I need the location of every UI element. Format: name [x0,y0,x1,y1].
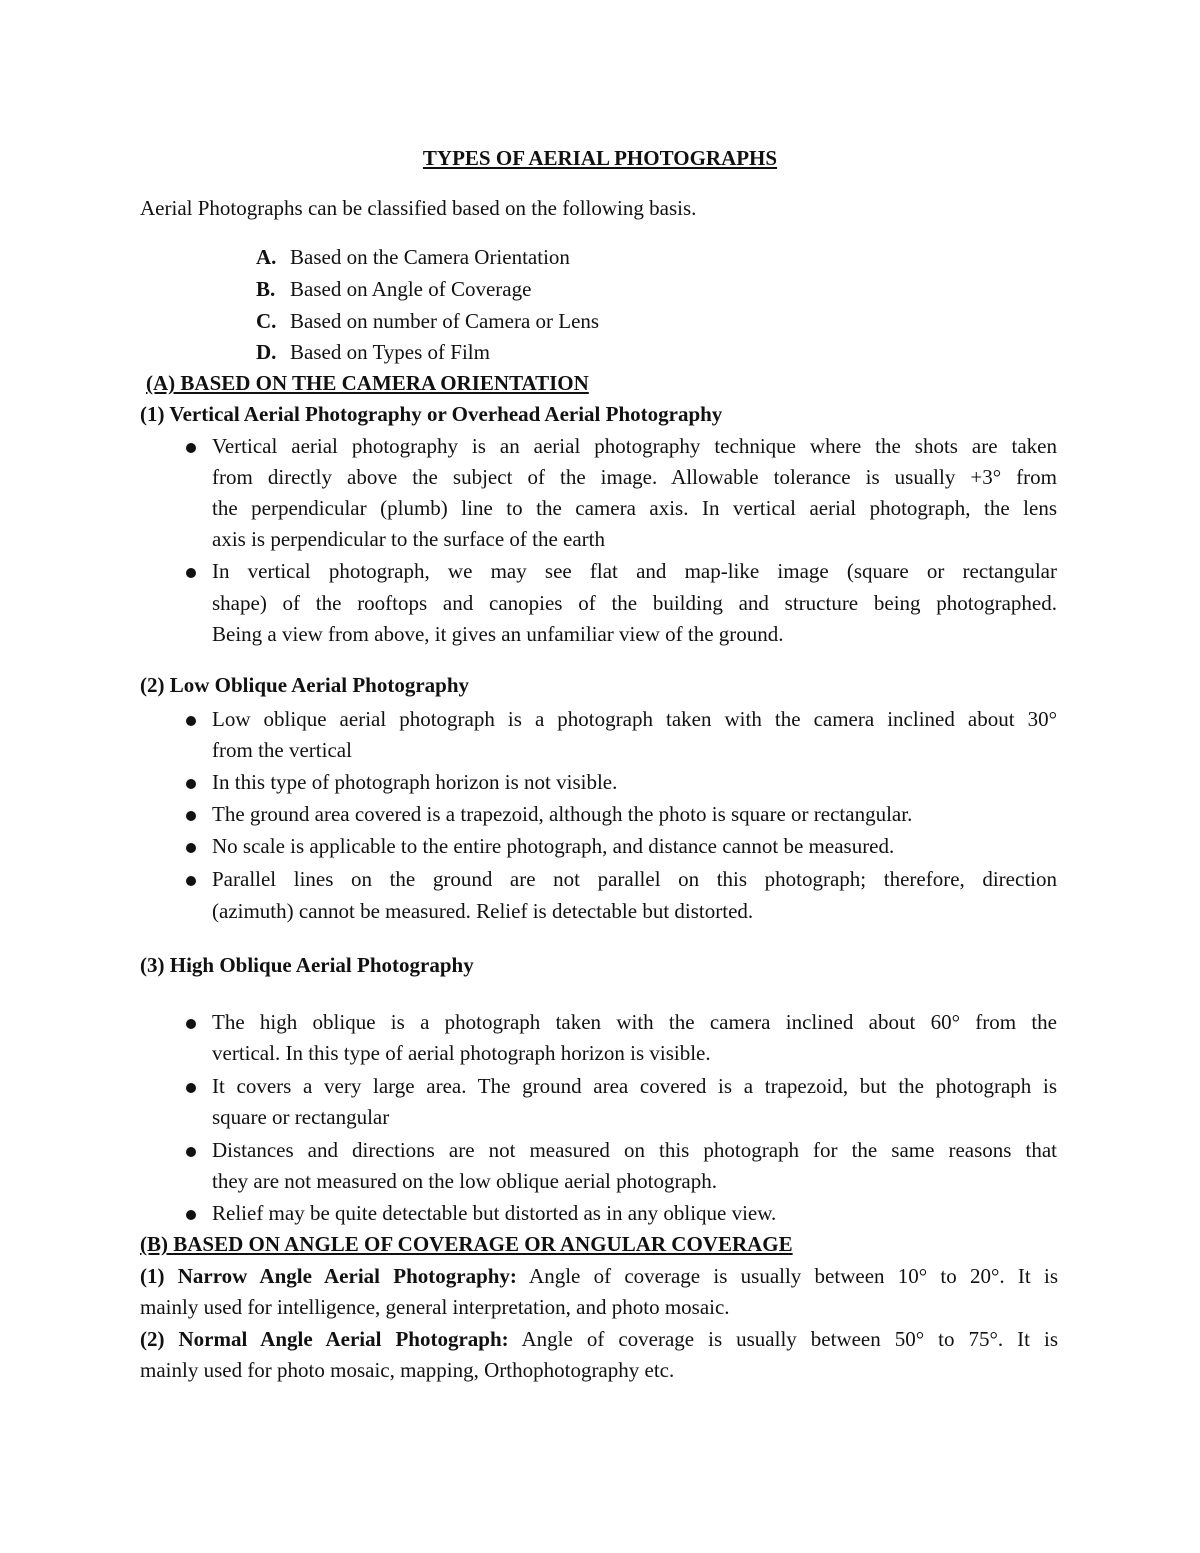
bullet-text: It covers a very large area. The ground area covered is a trapezoid, but the photograph is [212,1074,1057,1098]
bullet-text: The high oblique is a photograph taken with the camera inclined about 60° from the [212,1010,1057,1034]
bullet-text: In this type of photograph horizon is not visible. [212,770,618,794]
normal-angle-label: (2) Normal Angle Aerial Photograph: [140,1327,509,1351]
basis-letter: D. [256,340,277,364]
basis-item-b [256,279,531,300]
bullet-text: the perpendicular (plumb) line to the camera axis. In vertical aerial photograph, the lens [212,496,1057,520]
bullet-text: Distances and directions are not measured on this photograph for the same reasons that [212,1138,1057,1162]
basis-item-a [256,247,570,268]
basis-letter: B. [256,277,276,301]
basis-item-c [256,311,599,332]
bullet-text: vertical. In this type of aerial photograph horizon is visible. [212,1041,711,1065]
bullet-text: Low oblique aerial photograph is a photograph taken with the camera inclined about 30° [212,707,1057,731]
subsection-1-heading: (1) Vertical Aerial Photography or Overhead Aerial Photography [140,402,723,426]
bullet-icon [186,843,196,853]
bullet-text: Being a view from above, it gives an unfamiliar view of the ground. [212,622,784,646]
bullet-text: Vertical aerial photography is an aerial photography technique where the shots are taken [212,434,1057,458]
basis-item-d [256,342,490,363]
intro-text: Aerial Photographs can be classified based on the following basis. [140,196,697,220]
section-a-heading: (A) BASED ON THE CAMERA ORIENTATION [146,371,589,395]
normal-angle-paragraph-line2: mainly used for photo mosaic, mapping, Orthophotography etc. [140,1358,675,1382]
bullet-icon [186,443,196,453]
bullet-text: shape) of the rooftops and canopies of the building and structure being photographed. [212,591,1057,615]
normal-angle-paragraph-line1 [140,1329,1058,1350]
bullet-text: Parallel lines on the ground are not parallel on this photograph; therefore, direction [212,867,1057,891]
subsection-2-heading: (2) Low Oblique Aerial Photography [140,673,470,697]
section-b-heading: (B) BASED ON ANGLE OF COVERAGE OR ANGULAR COVERAGE [140,1232,793,1256]
basis-text: Based on the Camera Orientation [290,245,570,269]
basis-letter: C. [256,309,277,333]
bullet-icon [186,1210,196,1220]
narrow-angle-paragraph-line1 [140,1266,1058,1287]
bullet-text: The ground area covered is a trapezoid, although the photo is square or rectangular. [212,802,913,826]
bullet-icon [186,1147,196,1157]
narrow-angle-text: Angle of coverage is usually between 10° to 20°. It is [516,1264,1058,1288]
bullet-text: In vertical photograph, we may see flat and map-like image (square or rectangular [212,559,1057,583]
bullet-icon [186,1083,196,1093]
bullet-text: (azimuth) cannot be measured. Relief is detectable but distorted. [212,899,754,923]
subsection-3-heading: (3) High Oblique Aerial Photography [140,953,474,977]
normal-angle-text: Angle of coverage is usually between 50° to 75°. It is [508,1327,1058,1351]
bullet-icon [186,568,196,578]
bullet-text: square or rectangular [212,1105,390,1129]
basis-text: Based on Angle of Coverage [290,277,532,301]
bullet-icon [186,716,196,726]
bullet-text: axis is perpendicular to the surface of the earth [212,527,606,551]
basis-text: Based on number of Camera or Lens [290,309,600,333]
bullet-text: Relief may be quite detectable but distorted as in any oblique view. [212,1201,777,1225]
bullet-text: No scale is applicable to the entire photograph, and distance cannot be measured. [212,834,895,858]
bullet-icon [186,876,196,886]
bullet-icon [186,811,196,821]
bullet-icon [186,779,196,789]
bullet-icon [186,1019,196,1029]
bullet-text: they are not measured on the low oblique aerial photograph. [212,1169,718,1193]
document-title: TYPES OF AERIAL PHOTOGRAPHS [422,146,778,170]
bullet-text: from directly above the subject of the image. Allowable tolerance is usually +3° from [212,465,1057,489]
basis-letter: A. [256,245,277,269]
bullet-text: from the vertical [212,738,352,762]
basis-text: Based on Types of Film [290,340,490,364]
narrow-angle-label: (1) Narrow Angle Aerial Photography: [140,1264,517,1288]
narrow-angle-paragraph-line2: mainly used for intelligence, general interpretation, and photo mosaic. [140,1295,730,1319]
